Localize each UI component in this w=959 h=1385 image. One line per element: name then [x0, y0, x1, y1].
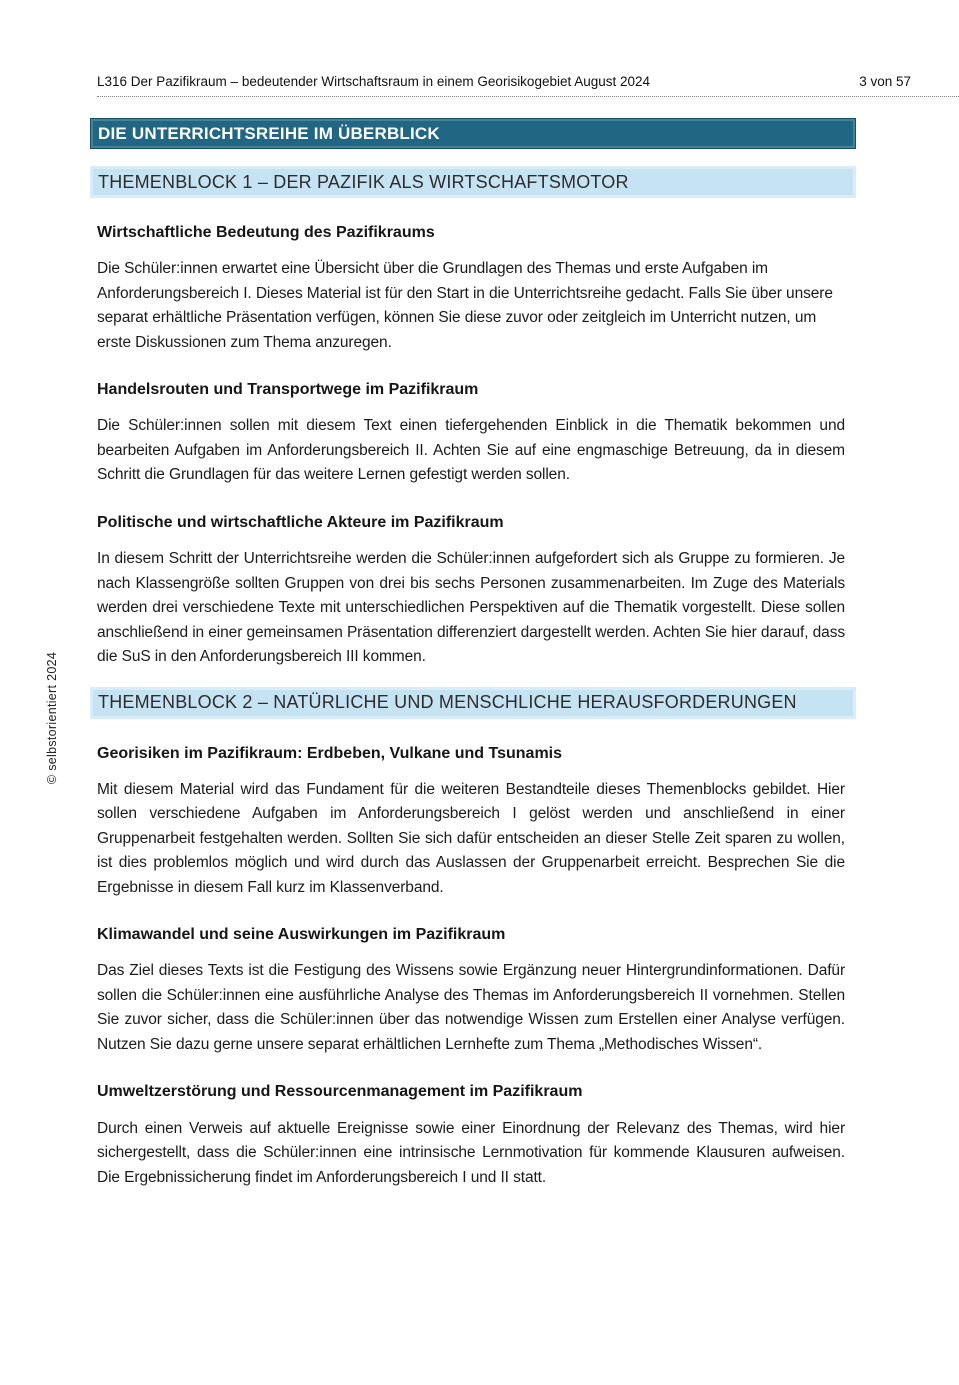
section-paragraph: Das Ziel dieses Texts ist die Festigung des Wissens sowie Ergänzung neuer Hintergrundinformationen. Dafür sollen die Schüler:innen eine ausführliche Analyse des Themas im Anforderungsbereich II vornehmen. Stellen Sie zuvor sicher, dass die Schüler:innen über das notwendige Wissen zum Erstellen einer Analyse verfügen. Nutzen Sie dazu gerne unsere separat erhältlichen Lernhefte zum Thema „Methodisches Wissen“. — [97, 962, 845, 1053]
section-heading: Handelsrouten und Transportwege im Pazifikraum — [97, 381, 479, 399]
section-heading: Politische und wirtschaftliche Akteure im Pazifikraum — [97, 513, 504, 531]
section-paragraph: Mit diesem Material wird das Fundament für die weiteren Bestandteile dieses Themenblocks gebildet. Hier sollen verschiedene Aufgaben im Anforderungsbereich I gelöst werden und anschließend in einer Gruppenarbeit festgehalten werden. Sollten Sie sich dafür entscheiden an dieser Stelle Zeit sparen zu wollen, ist dies problemlos möglich und wird durch das Auslassen der Gruppenarbeit erreicht. Besprechen Sie die Ergebnisse in diesem Fall kurz im Klassenverband. — [97, 780, 845, 896]
running-head — [97, 74, 959, 97]
overview-title-text: DIE UNTERRICHTSREIHE IM ÜBERBLICK — [98, 123, 440, 143]
section-heading: Wirtschaftliche Bedeutung des Pazifikraums — [97, 224, 435, 241]
section-heading: Georisiken im Pazifikraum: Erdbeben, Vulkane und Tsunamis — [97, 744, 563, 762]
section-paragraph: Durch einen Verweis auf aktuelle Ereignisse sowie einer Einordnung der Relevanz des Themas, wird hier sichergestellt, dass die Schüler:innen eine intrinsische Lernmotivation für kommende Klausuren aufweisen. Die Ergebnissicherung findet im Anforderungsbereich I und II statt. — [97, 1119, 845, 1186]
document-header-title: L316 Der Pazifikraum – bedeutender Wirtschaftsraum in einem Georisikogebiet August 2024 — [97, 74, 651, 89]
themenblock-1-bar — [90, 166, 856, 198]
page-number: 3 von 57 — [859, 74, 911, 89]
section-paragraph: Die Schüler:innen erwartet eine Übersicht über die Grundlagen des Themas und erste Aufgaben im Anforderungsbereich I. Dieses Material ist für den Start in die Unterrichtsreihe gedacht. Falls Sie über unsere separat erhältliche Präsentation verfügen, können Sie diese zuvor oder zeitgleich im Unterricht nutzen, um erste Diskussionen zum Thema anzuregen. — [97, 260, 833, 351]
themenblock-2-title: THEMENBLOCK 2 – NATÜRLICHE UND MENSCHLICHE HERAUSFORDERUNGEN — [98, 692, 797, 713]
section-heading: Klimawandel und seine Auswirkungen im Pazifikraum — [97, 926, 506, 944]
section-paragraph: In diesem Schritt der Unterrichtsreihe werden die Schüler:innen aufgefordert sich als Gruppe zu formieren. Je nach Klassengröße sollten Gruppen von drei bis sechs Personen zusammenarbeiten. Im Zuge des Materials werden drei verschiedene Texte mit unterschiedlichen Perspektiven auf die Thematik vorgestellt. Diese sollen anschließend in einer gemeinsamen Präsentation differenziert dargestellt werden. Achten Sie hier darauf, dass die SuS in den Anforderungsbereich III kommen. — [97, 550, 845, 666]
overview-title-bar — [90, 118, 856, 149]
section-heading: Umweltzerstörung und Ressourcenmanagement im Pazifikraum — [97, 1083, 583, 1101]
themenblock-1-title: THEMENBLOCK 1 – DER PAZIFIK ALS WIRTSCHAFTSMOTOR — [98, 171, 629, 192]
copyright-watermark: © selbstorientiert 2024 — [45, 651, 59, 785]
themenblock-1-content — [97, 223, 845, 670]
themenblock-2-content — [97, 744, 845, 1191]
themenblock-2-bar — [90, 687, 856, 719]
section-paragraph: Die Schüler:innen sollen mit diesem Text einen tiefergehenden Einblick in die Thematik bekommen und bearbeiten Aufgaben im Anforderungsbereich II. Achten Sie auf eine engmaschige Betreuung, da in diesem Schritt die Grundlagen für das weitere Lernen gefestigt werden sollen. — [97, 417, 845, 484]
